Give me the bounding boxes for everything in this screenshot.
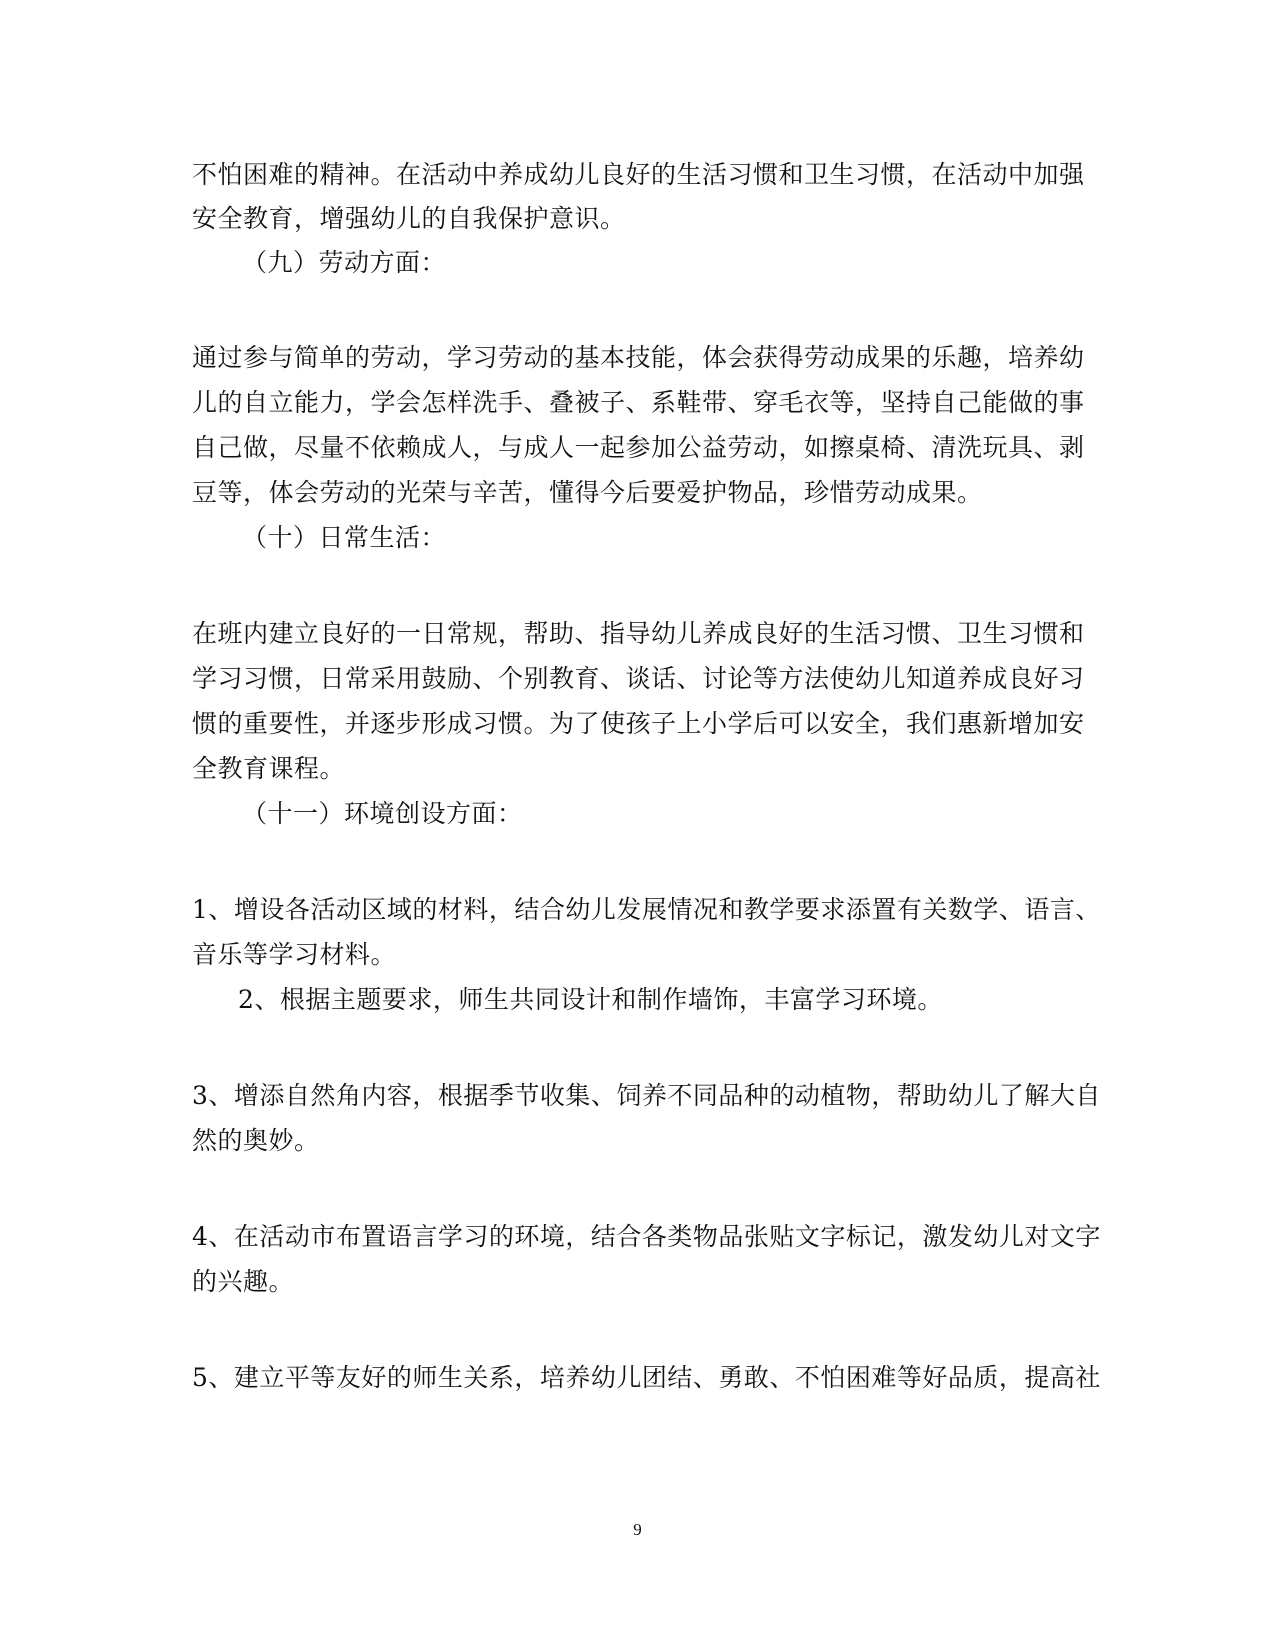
list-item-continuation: 的兴趣。: [192, 1267, 295, 1296]
section-heading: （十）日常生活：: [242, 523, 447, 552]
body-text-line: 安全教育，增强幼儿的自我保护意识。: [192, 204, 626, 233]
section-heading: （十一）环境创设方面：: [242, 799, 523, 828]
page-number: 9: [633, 1520, 642, 1539]
list-item-continuation: 音乐等学习材料。: [192, 940, 397, 969]
list-item: 4、在活动市布置语言学习的环境，结合各类物品张贴文字标记，激发幼儿对文字: [192, 1222, 1101, 1251]
list-item: 3、增添自然角内容，根据季节收集、饲养不同品种的动植物，帮助幼儿了解大自: [192, 1081, 1101, 1110]
body-text-line: 儿的自立能力，学会怎样洗手、叠被子、系鞋带、穿毛衣等，坚持自己能做的事: [192, 388, 1085, 417]
body-text-line: 不怕困难的精神。在活动中养成幼儿良好的生活习惯和卫生习惯，在活动中加强: [192, 160, 1085, 189]
list-item: 5、建立平等友好的师生关系，培养幼儿团结、勇敢、不怕困难等好品质，提高社: [192, 1363, 1101, 1392]
list-item: 1、增设各活动区域的材料，结合幼儿发展情况和教学要求添置有关数学、语言、: [192, 895, 1101, 924]
body-text-line: 全教育课程。: [192, 754, 346, 783]
body-text-line: 通过参与简单的劳动，学习劳动的基本技能，体会获得劳动成果的乐趣，培养幼: [192, 343, 1085, 372]
body-text-line: 自己做，尽量不依赖成人，与成人一起参加公益劳动，如擦桌椅、清洗玩具、剥: [192, 433, 1085, 462]
body-text-line: 惯的重要性，并逐步形成习惯。为了使孩子上小学后可以安全，我们惠新增加安: [192, 709, 1085, 738]
list-item: 2、根据主题要求，师生共同设计和制作墙饰，丰富学习环境。: [238, 985, 943, 1014]
body-text-line: 在班内建立良好的一日常规，帮助、指导幼儿养成良好的生活习惯、卫生习惯和: [192, 619, 1085, 648]
body-text-line: 豆等，体会劳动的光荣与辛苦，懂得今后要爱护物品，珍惜劳动成果。: [192, 478, 983, 507]
section-heading: （九）劳动方面：: [242, 248, 447, 277]
list-item-continuation: 然的奥妙。: [192, 1126, 320, 1155]
body-text-line: 学习习惯，日常采用鼓励、个别教育、谈话、讨论等方法使幼儿知道养成良好习: [192, 664, 1085, 693]
